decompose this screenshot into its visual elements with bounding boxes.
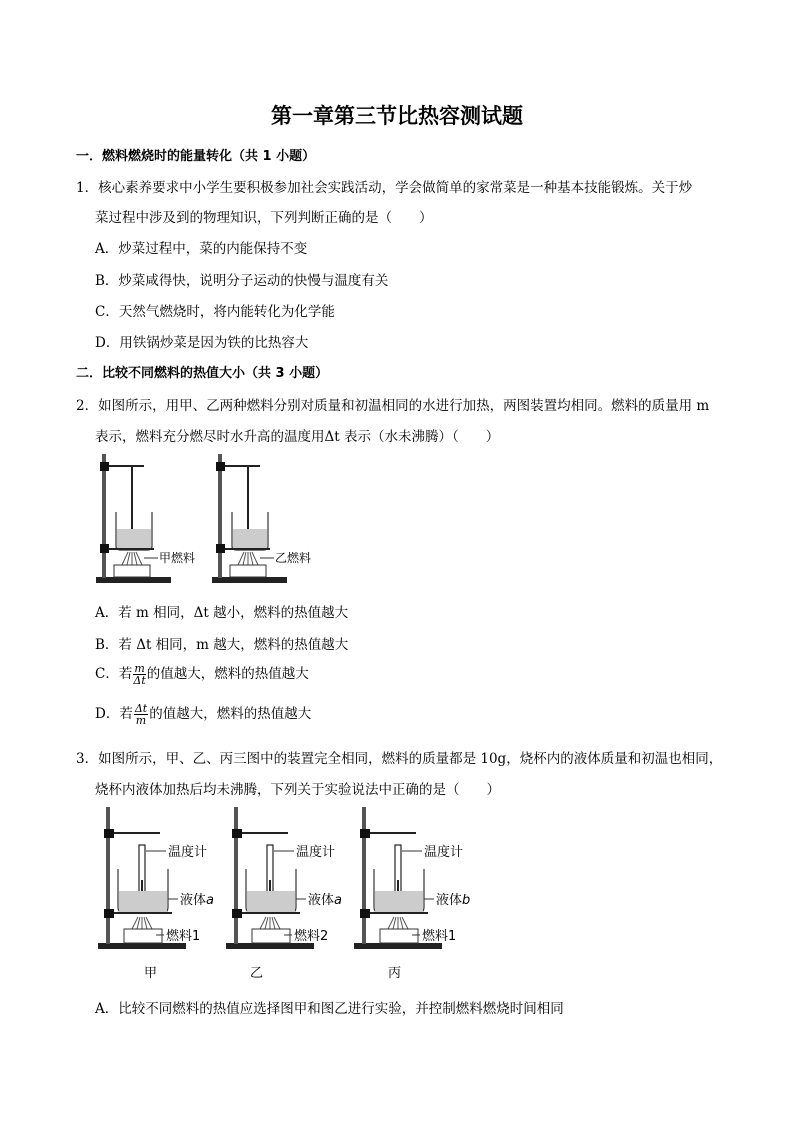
question-1-option-d: D．用铁锅炒菜是因为铁的比热容大 — [95, 335, 309, 351]
question-2-option-d — [95, 702, 311, 726]
apparatus-fig-yi — [226, 807, 342, 981]
question-1-text: 1．核心素养要求中小学生要积极参加社会实践活动，学会做简单的家常菜是一种基本技能锻炼。关于炒 — [76, 180, 693, 196]
label-thermometer-bing: 温度计 — [424, 845, 464, 860]
apparatus-jia — [96, 454, 195, 583]
fraction-m-over-dt — [133, 663, 145, 686]
option-c-prefix: C．若 — [95, 666, 133, 682]
question-1-text-cont: 菜过程中涉及到的物理知识，下列判断正确的是（ ） — [95, 210, 433, 226]
question-2-text-cont: 表示，燃料充分燃尽时水升高的温度用Δt 表示（水未沸腾）（ ） — [95, 429, 500, 445]
apparatus-fig-jia — [98, 807, 214, 981]
label-thermometer-yi: 温度计 — [296, 845, 336, 860]
label-fuel-jia: 燃料1 — [166, 929, 201, 944]
option-d-prefix: D．若 — [95, 706, 133, 722]
question-2-option-b: B．若 Δt 相同，m 越大，燃料的热值越大 — [95, 637, 349, 653]
question-2-option-a: A．若 m 相同，Δt 越小，燃料的热值越大 — [95, 605, 349, 621]
section-heading-1: 一．燃料燃烧时的能量转化（共 1 小题） — [76, 149, 316, 164]
option-c-suffix: 的值越大，燃料的热值越大 — [146, 666, 309, 682]
question-1-option-b: B．炒菜咸得快，说明分子运动的快慢与温度有关 — [95, 273, 389, 289]
caption-bing: 丙 — [388, 966, 402, 981]
fuel-label-jia: 甲燃料 — [159, 551, 196, 565]
label-liquid-bing: 液体b — [436, 893, 471, 908]
fraction-numerator: Δt — [134, 702, 148, 715]
question-2-figure — [92, 452, 332, 587]
question-1-option-a: A．炒菜过程中，菜的内能保持不变 — [95, 241, 308, 257]
caption-jia: 甲 — [144, 966, 158, 981]
option-d-suffix: 的值越大，燃料的热值越大 — [149, 706, 312, 722]
page-title: 第一章第三节比热容测试题 — [271, 104, 523, 128]
question-3-text-cont: 烧杯内液体加热后均未沸腾，下列关于实验说法中正确的是（ ） — [95, 782, 500, 798]
label-liquid-yi: 液体a — [308, 893, 342, 908]
fraction-denominator: m — [135, 714, 147, 727]
question-3-option-a: A．比较不同燃料的热值应选择图甲和图乙进行实验，并控制燃料燃烧时间相同 — [95, 1001, 564, 1017]
question-2-text: 2．如图所示，用甲、乙两种燃料分别对质量和初温相同的水进行加热，两图装置均相同。燃料的质量用 m — [76, 398, 710, 414]
section-heading-2: 二．比较不同燃料的热值大小（共 3 小题） — [76, 366, 329, 381]
question-2-option-c — [95, 662, 309, 686]
caption-yi: 乙 — [250, 966, 264, 981]
apparatus-yi — [212, 454, 311, 583]
label-liquid-jia: 液体a — [180, 893, 214, 908]
question-3-text: 3．如图所示，甲、乙、丙三图中的装置完全相同，燃料的质量都是 10g，烧杯内的液体质量和初温也相同， — [76, 751, 723, 767]
label-fuel-yi: 燃料2 — [294, 929, 329, 944]
fraction-dt-over-m — [134, 703, 148, 726]
label-thermometer-jia: 温度计 — [168, 845, 208, 860]
fuel-label-yi: 乙燃料 — [275, 551, 312, 565]
fraction-denominator: Δt — [133, 674, 146, 687]
fraction-numerator: m — [134, 662, 145, 675]
question-1-option-c: C．天然气燃烧时，将内能转化为化学能 — [95, 304, 335, 320]
question-3-figure — [92, 805, 492, 985]
label-fuel-bing: 燃料1 — [422, 929, 457, 944]
apparatus-fig-bing — [354, 807, 470, 981]
